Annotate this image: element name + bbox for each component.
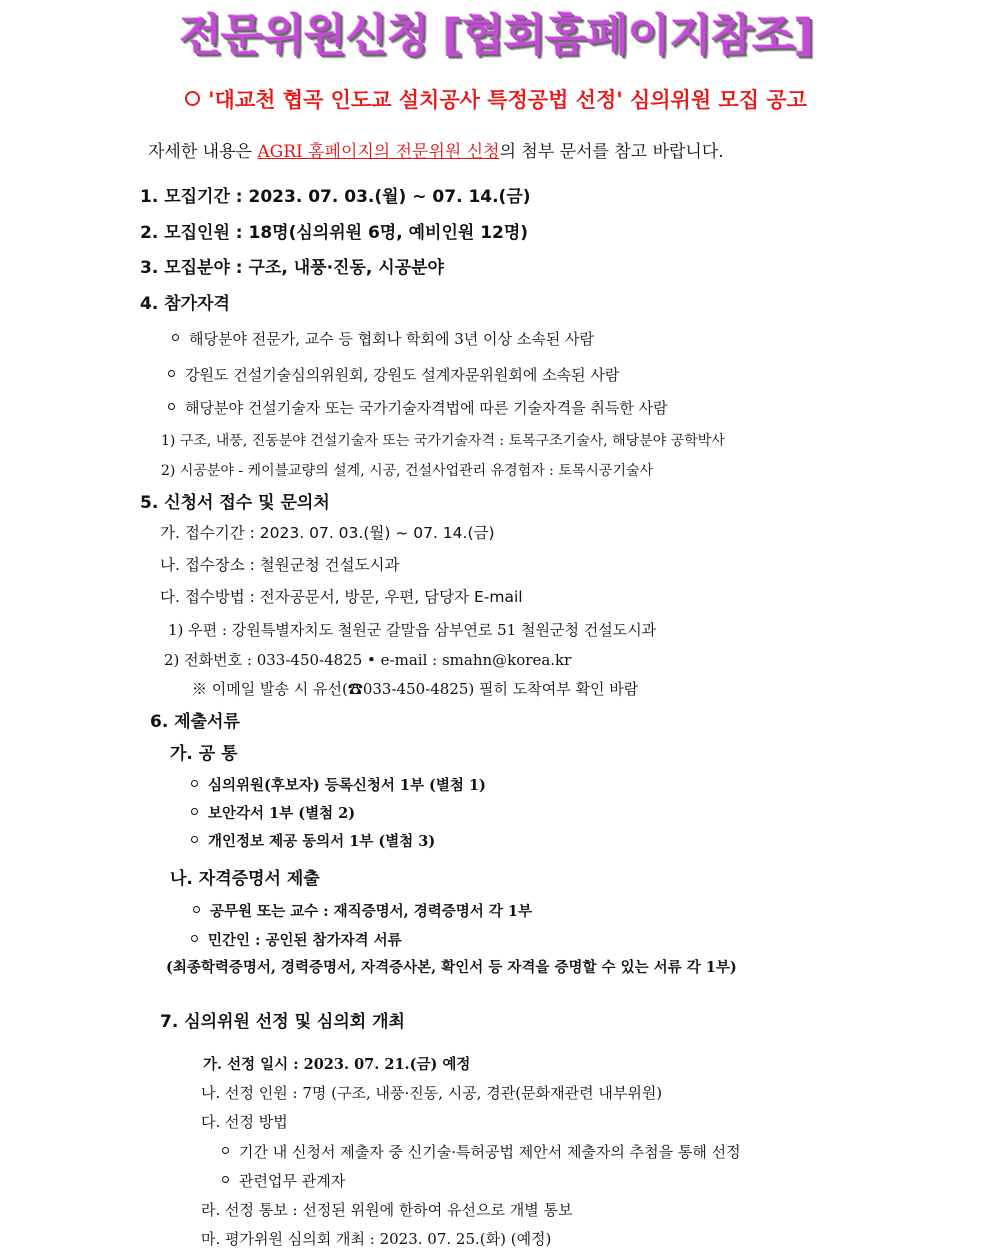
- bullet-icon: [191, 836, 198, 843]
- bullet-icon: [222, 1147, 229, 1154]
- section-4-heading: 4. 참가자격: [140, 294, 230, 314]
- bullet-icon: [193, 906, 200, 913]
- bullet-icon: [168, 403, 175, 410]
- section-2-recruitment-count: 2. 모집인원 : 18명(심의위원 6명, 예비인원 12명): [140, 223, 529, 243]
- intro-text: [148, 137, 724, 162]
- list-item: 가. 선정 일시 : 2023. 07. 21.(금) 예정: [203, 1056, 471, 1073]
- list-item: 다. 선정 방법: [201, 1113, 288, 1131]
- list-item: 가. 접수기간 : 2023. 07. 03.(월) ~ 07. 14.(금): [160, 524, 495, 542]
- list-item: 1) 우편 : 강원특별자치도 철원군 갈말읍 삼부연로 51 철원군청 건설도시과: [168, 621, 657, 639]
- subsection-certificates: 나. 자격증명서 제출: [170, 869, 320, 889]
- list-item: 민간인 : 공인된 참가자격 서류: [191, 929, 402, 950]
- intro-before: 자세한 내용은: [148, 142, 258, 162]
- list-item: 관련업무 관계자: [222, 1170, 345, 1191]
- intro-after: 의 첨부 문서를 참고 바랍니다.: [499, 142, 724, 162]
- list-item: 2) 전화번호 : 033-450-4825 • e-mail : smahn@korea.kr: [164, 651, 572, 669]
- list-item: 기간 내 신청서 제출자 중 신기술·특허공법 제안서 제출자의 추첨을 통해 선정: [222, 1141, 741, 1162]
- section-7-heading: 7. 심의위원 선정 및 심의회 개최: [160, 1012, 405, 1032]
- agri-homepage-link[interactable]: AGRI 홈페이지의 전문위원 신청: [257, 142, 500, 162]
- list-item: 2) 시공분야 - 케이블교량의 설계, 시공, 건설사업관리 유경험자 : 토목시공기술사: [161, 463, 654, 479]
- list-item: 1) 구조, 내풍, 진동분야 건설기술자 또는 국가기술자격 : 토목구조기술사, 해당분야 공학박사: [161, 433, 725, 449]
- list-item: 공무원 또는 교수 : 재직증명서, 경력증명서 각 1부: [193, 900, 532, 921]
- list-item: 다. 접수방법 : 전자공문서, 방문, 우편, 담당자 E-mail: [160, 588, 523, 606]
- section-6-heading: 6. 제출서류: [150, 712, 240, 732]
- list-item: 보안각서 1부 (별첨 2): [191, 802, 355, 823]
- subsection-common: 가. 공 통: [170, 744, 238, 764]
- list-item: 라. 선정 통보 : 선정된 위원에 한하여 유선으로 개별 통보: [201, 1201, 573, 1219]
- section-3-recruitment-field: 3. 모집분야 : 구조, 내풍·진동, 시공분야: [140, 258, 444, 278]
- list-item: 강원도 건설기술심의위원회, 강원도 설계자문위원회에 소속된 사람: [168, 364, 619, 385]
- list-item: 개인정보 제공 동의서 1부 (별첨 3): [191, 830, 435, 851]
- notice-title-text: '대교천 협곡 인도교 설치공사 특정공법 선정' 심의위원 모집 공고: [208, 88, 807, 112]
- notice-title: [0, 84, 992, 114]
- section-5-heading: 5. 신청서 접수 및 문의처: [140, 493, 330, 513]
- list-item: 나. 접수장소 : 철원군청 건설도시과: [160, 556, 400, 574]
- circle-icon: [185, 91, 200, 106]
- list-item: 마. 평가위원 심의회 개최 : 2023. 07. 25.(화) (예정): [201, 1230, 552, 1248]
- bullet-icon: [191, 935, 198, 942]
- section-1-recruitment-period: 1. 모집기간 : 2023. 07. 03.(월) ~ 07. 14.(금): [140, 187, 531, 207]
- bullet-icon: [191, 808, 198, 815]
- banner-title: 전문위원신청 [협회홈페이지참조]: [179, 10, 813, 61]
- list-item: 해당분야 건설기술자 또는 국가기술자격법에 따른 기술자격을 취득한 사람: [168, 397, 668, 418]
- bullet-icon: [191, 780, 198, 787]
- bullet-icon: [168, 370, 175, 377]
- note-text: ※ 이메일 발송 시 유선(☎033-450-4825) 필히 도착여부 확인 바람: [192, 680, 639, 698]
- bullet-icon: [172, 334, 179, 341]
- list-item: 나. 선정 인원 : 7명 (구조, 내풍·진동, 시공, 경관(문화재관련 내부위원): [201, 1084, 663, 1102]
- list-item: 해당분야 전문가, 교수 등 협회나 학회에 3년 이상 소속된 사람: [172, 328, 594, 349]
- bullet-icon: [222, 1176, 229, 1183]
- list-item: (최종학력증명서, 경력증명서, 자격증사본, 확인서 등 자격을 증명할 수 있는 서류 각 1부): [166, 959, 737, 976]
- list-item: 심의위원(후보자) 등록신청서 1부 (별첨 1): [191, 774, 486, 795]
